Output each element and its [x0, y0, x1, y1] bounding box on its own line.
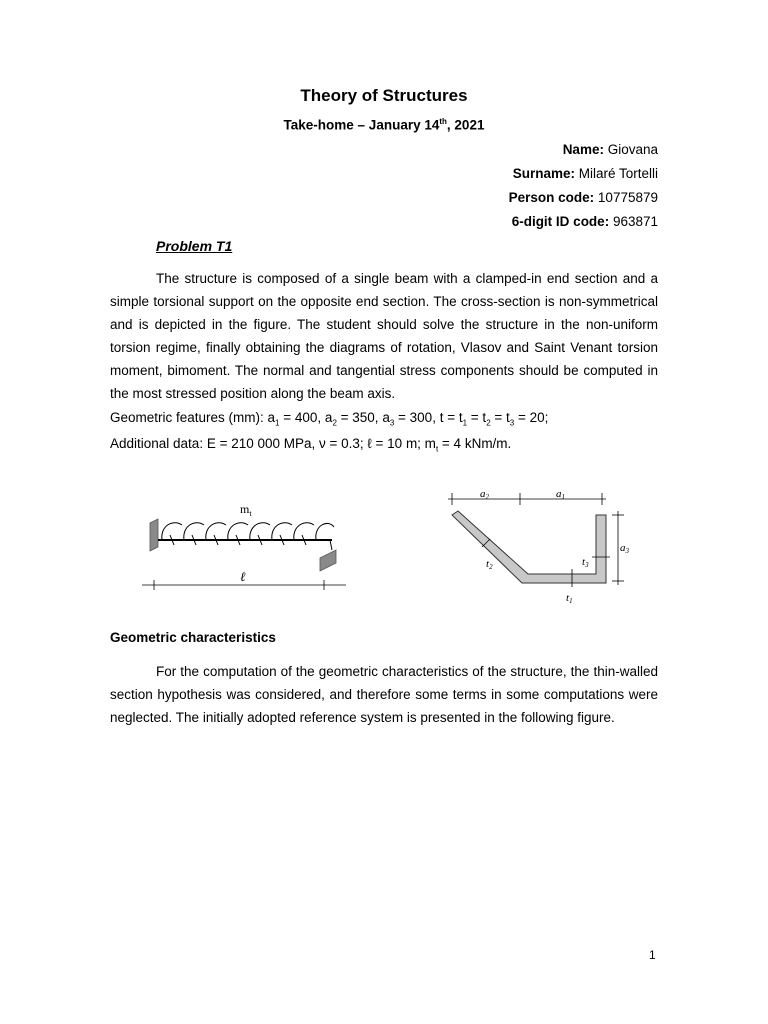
id-code-value: 963871: [609, 214, 658, 229]
a2-label: a2: [480, 488, 489, 501]
name-line: [563, 142, 658, 157]
beam-figure: [140, 495, 355, 600]
subtitle-sup: th: [439, 117, 447, 126]
additional-data-line: Additional data: E = 210 000 MPa, ν = 0.3; ℓ = 10 m; $m_t = 4$ kNm/m.: [110, 436, 512, 454]
name-value: Giovana: [603, 142, 658, 157]
surname-value: Milaré Tortelli: [574, 166, 658, 181]
person-code-value: 10775879: [594, 190, 658, 205]
id-code-line: [512, 214, 658, 229]
clamped-support-icon: [150, 519, 158, 551]
document-title: Theory of Structures: [300, 86, 468, 105]
distributed-torque-load: [162, 523, 334, 545]
geometric-heading: Geometric characteristics: [110, 630, 276, 645]
section-profile: [452, 511, 606, 583]
person-code-label: Person code:: [508, 190, 595, 205]
problem-paragraph: The structure is composed of a single beam with a clamped-in end section and a simple torsional support on the opposite end section. The cross-section is non-symmetrical and is depicted in the figure. The student should solve the structure in the non-uniform torsion regime, finally obtaining the diagrams of rotation, Vlasov and Saint Venant torsion moment, bimoment. The normal and tangential stress components should be computed in the most stressed position along the beam axis.: [110, 271, 658, 401]
load-label: $m_t$: [240, 502, 252, 518]
a3-label: a3: [620, 542, 629, 555]
surname-line: [513, 166, 658, 181]
geometric-paragraph: For the computation of the geometric characteristics of the structure, the thin-walled section hypothesis was considered, and therefore some terms in some computations were neglected. The initially adopted reference system is presented in the following figure.: [110, 664, 658, 725]
document-subtitle: [0, 117, 768, 133]
subtitle-suffix: , 2021: [446, 117, 485, 133]
person-code-line: [509, 190, 658, 205]
length-label: ℓ: [240, 569, 246, 584]
torsional-support-icon: [320, 550, 336, 571]
cross-section-figure: [440, 485, 640, 605]
geometric-features-line: Geometric features (mm): $a_1 = 400$, $a_2 = 350$, $a_3 = 300$, $t = t_1 = t_2 = t_3 = 20$;: [110, 410, 549, 428]
surname-label: Surname:: [512, 166, 575, 181]
name-label: Name:: [562, 142, 604, 157]
a1-label: a1: [556, 488, 565, 501]
problem-heading: Problem T1: [156, 238, 233, 254]
t3-label: t3: [582, 556, 589, 569]
subtitle-prefix: Take-home – January 14: [283, 117, 440, 133]
page-number: 1: [649, 948, 656, 962]
t1-label: t1: [566, 592, 573, 605]
t2-label: t2: [486, 558, 493, 571]
id-code-label: 6-digit ID code:: [511, 214, 610, 229]
